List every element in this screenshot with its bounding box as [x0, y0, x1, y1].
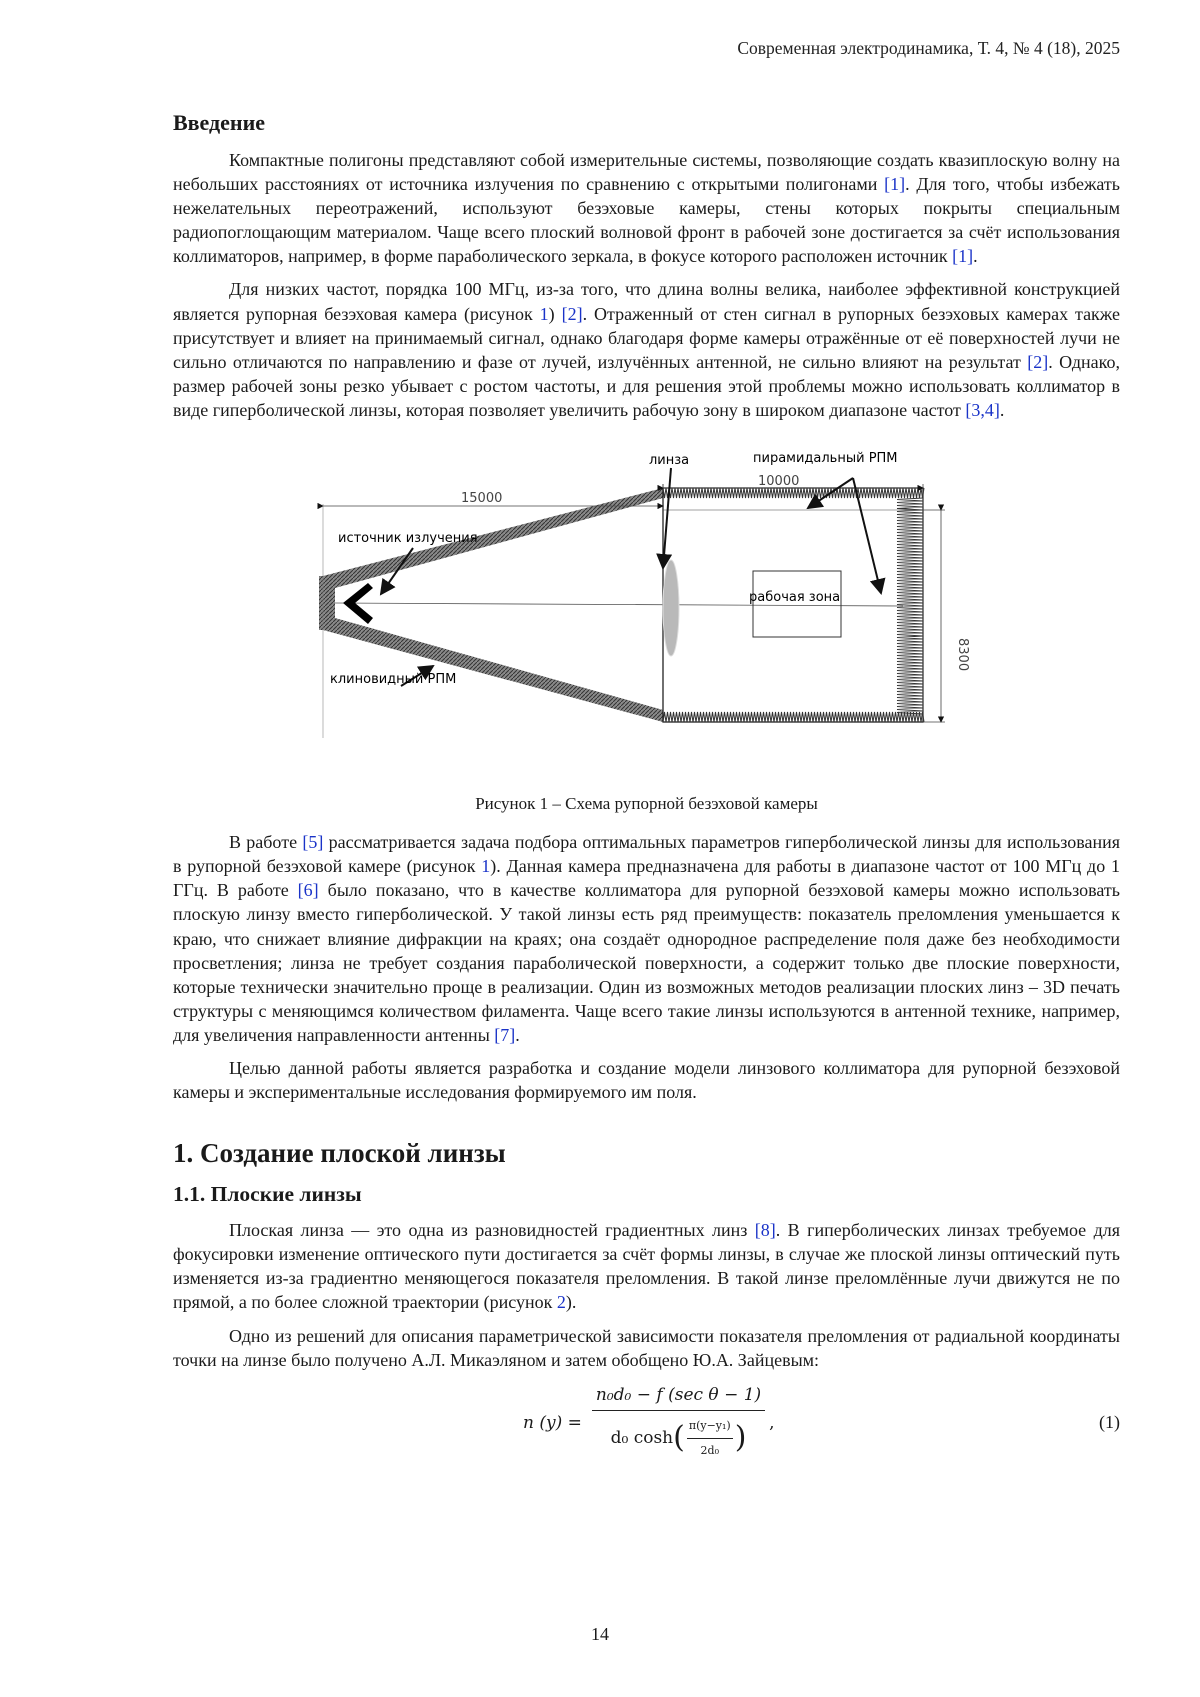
paragraph-text: . Для того, чтобы избежать нежелательных переотражений, используют безэховые камеры, стены которых покрыты специальным радиопоглощающим материалом. Чаще всего плоский волновой фронт в рабочей зоне достигается за счёт использования коллиматоров, например, в форме параболического зеркала, в фокусе которого расположен источник: [173, 174, 1120, 267]
label-wedge: клиновидный РПМ: [330, 672, 457, 688]
eq-lhs: n (y) =: [523, 1412, 582, 1433]
paragraph-text: . Отраженный от стен сигнал в рупорных безэховых камерах также присутствует и влияет на принимаемый сигнал, однако благодаря форме камеры отражённые от её поверхностей лучи не сильно отличаются по направлению и фазе от лучей, излучённых антенной, не сильно влияют на результат: [173, 303, 1120, 372]
running-head: Современная электродинамика, Т. 4, № 4 (18), 2025: [737, 38, 1120, 58]
paragraph-text: Целью данной работы является разработка и создание модели линзового коллиматора для рупорной безэховой камеры и экспериментальные исследования формируемого им поля.: [173, 1057, 1120, 1103]
section-1-heading: 1. Создание плоской линзы: [173, 1138, 506, 1169]
figure-1: [173, 438, 1120, 788]
body-paragraphs: [173, 830, 1120, 1104]
citation-link[interactable]: 2: [556, 1292, 566, 1313]
citation-link[interactable]: [1]: [884, 174, 906, 195]
intro-paragraphs: [173, 148, 1120, 422]
eq-numerator: n₀d₀ − f (sec θ − 1): [592, 1383, 765, 1411]
equation-1: [173, 1380, 1120, 1476]
eq-inner-fraction: [687, 1414, 733, 1463]
page-content: [173, 108, 1120, 1476]
dim-chamber-height: 8300: [955, 638, 970, 672]
paragraph-text: Плоская линза — это одна из разновидностей градиентных линз: [229, 1220, 755, 1241]
equation-number: (1): [1099, 1411, 1120, 1432]
citation-link[interactable]: [7]: [494, 1024, 516, 1045]
paragraph-text: ). Данная камера предназначена для работы в диапазоне частот от 100 МГц до 1 ГГц. В работе: [173, 856, 1120, 901]
paragraph-text: .: [999, 399, 1005, 420]
pyramidal-absorber-bottom: [663, 712, 924, 722]
paragraph: [173, 148, 1120, 268]
citation-link[interactable]: [6]: [297, 880, 319, 901]
subsection-1-1-heading: 1.1. Плоские линзы: [173, 1182, 362, 1207]
paragraph: [173, 1324, 1120, 1372]
paragraph-text: В работе: [229, 832, 303, 853]
lens-shape: [663, 560, 679, 656]
paragraph: [173, 1056, 1120, 1104]
paragraph: [173, 1218, 1120, 1314]
paragraph-text: Для низких частот, порядка 100 МГц, из-за того, что длина волны велика, наиболее эффективной конструкцией является рупорная безэховая камера (рисунок: [173, 279, 1120, 324]
citation-link[interactable]: [2]: [1027, 351, 1049, 372]
section-1-paragraphs: [173, 1218, 1120, 1372]
citation-link[interactable]: [1]: [952, 246, 974, 267]
dim-chamber-length: 10000: [758, 474, 800, 490]
eq-fraction: [592, 1383, 765, 1463]
horn-chamber-diagram: [313, 438, 973, 788]
label-pyramidal: пирамидальный РПМ: [753, 451, 898, 467]
paragraph-text: ).: [565, 1292, 577, 1313]
citation-link[interactable]: [5]: [302, 832, 324, 853]
citation-link[interactable]: 1: [481, 856, 491, 877]
citation-link[interactable]: 1: [539, 303, 549, 324]
eq-denominator: d₀ cosh ( $\frac{\text{π(y−y₁)}}{\text{2d₀}}$ ): [611, 1411, 747, 1463]
horn-lower-wall: [323, 618, 663, 722]
paragraph-text: было показано, что в качестве коллиматора для рупорной безэховой камеры можно использовать плоскую линзу вместо гиперболической. У такой линзы есть ряд преимуществ: показатель преломления уменьшается к краю, что снижает влияние дифракции на краях; она создаёт однородное распределение поля даже без необходимости просветления; линза не требует создания параболической поверхности, а содержит только две плоские поверхности, которые технически значительно проще в реализации. Один из возможных методов реализации плоских линз – 3D печать структуры с меняющимся количеством филамента. Чаще всего такие линзы используются в антенной технике, например, для увеличения направленности антенны: [173, 880, 1120, 1045]
paragraph-text: Одно из решений для описания параметрической зависимости показателя преломления от радиальной координаты точки на линзе было получено А.Л. Микаэляном и затем обобщено Ю.А. Зайцевым:: [173, 1325, 1120, 1370]
paragraph: [173, 830, 1120, 1047]
pyramidal-absorber-top: [663, 488, 924, 498]
paragraph-text: ): [548, 303, 562, 324]
paragraph: [173, 277, 1120, 422]
horn-back-absorber: [319, 576, 335, 630]
equation-body: [523, 1380, 775, 1466]
lens-arrow: [663, 468, 671, 568]
eq-den-prefix: d₀ cosh: [610, 1428, 674, 1449]
paragraph-text: . Однако, размер рабочей зоны резко убывает с ростом частоты, и для решения этой проблемы можно использовать коллиматор в виде гиперболической линзы, которая позволяет увеличить рабочую зону в широком диапазоне частот: [173, 351, 1120, 420]
eq-inner-num: π(y−y₁): [687, 1414, 733, 1439]
figure-1-caption: Рисунок 1 – Схема рупорной безэховой камеры: [475, 794, 818, 814]
page-number: 14: [591, 1624, 609, 1644]
paragraph-text: Компактные полигоны представляют собой измерительные системы, позволяющие создать квазиплоскую волну на небольших расстояниях от источника излучения по сравнению с открытыми полигонами: [173, 150, 1120, 195]
paragraph-text: .: [515, 1024, 520, 1045]
eq-inner-den: 2d₀: [700, 1443, 719, 1457]
label-source: источник излучения: [338, 531, 478, 547]
citation-link[interactable]: [8]: [754, 1220, 776, 1241]
intro-heading: Введение: [173, 110, 266, 135]
dim-horn-length: 15000: [461, 491, 503, 507]
eq-trailing: ,: [769, 1412, 775, 1433]
label-work-zone: рабочая зона: [749, 590, 841, 606]
label-lens: линза: [649, 453, 690, 469]
citation-link[interactable]: [2]: [561, 303, 583, 324]
citation-link[interactable]: [3,4]: [965, 399, 1000, 420]
paragraph-text: .: [973, 246, 978, 267]
paragraph-text: . В гиперболических линзах требуемое для фокусировки изменение оптического пути достигается за счёт формы линзы, в случае же плоской линзы оптический путь изменяется из-за градиентно меняющегося показателя преломления. В такой линзе преломлённые лучи движутся не по прямой, а по более сложной траектории (рисунок: [173, 1220, 1120, 1313]
paragraph-text: рассматривается задача подбора оптимальных параметров гиперболической линзы для использования в рупорной безэховой камере (рисунок: [173, 832, 1120, 877]
